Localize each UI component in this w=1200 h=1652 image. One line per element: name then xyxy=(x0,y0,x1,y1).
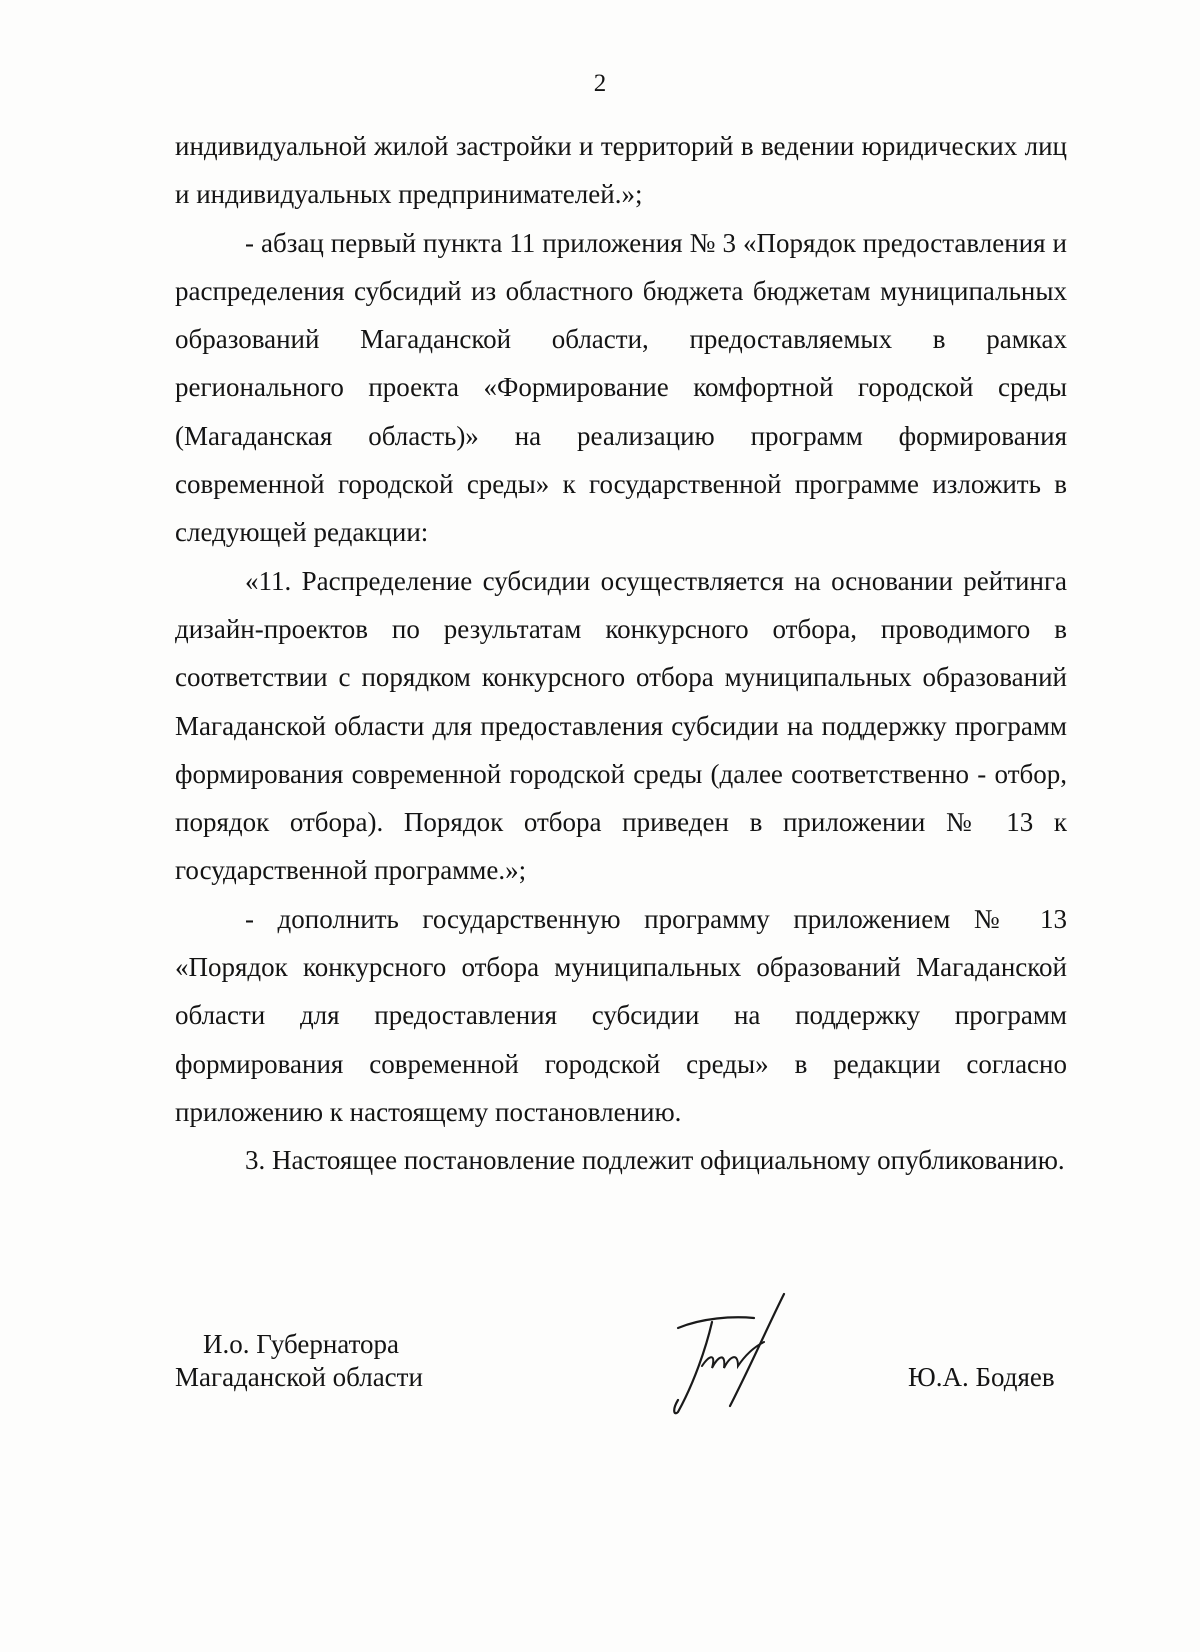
signatory-name: Ю.А. Бодяев xyxy=(908,1362,1055,1392)
signatory-title-line-1: И.о. Губернатора xyxy=(203,1329,400,1359)
signatory-title-line-2: Магаданской области xyxy=(175,1362,423,1392)
handwritten-signature xyxy=(672,1288,812,1418)
document-body xyxy=(175,122,1067,1185)
paragraph-1: индивидуальной жилой застройки и территорий в ведении юридических лиц и индивидуальных предпринимателей.»; xyxy=(175,131,1067,210)
page-number: 2 xyxy=(593,70,607,97)
paragraph-4: - дополнить государственную программу приложением № 13 «Порядок конкурсного отбора муниципальных образований Магаданской области для предоставления субсидии на поддержку программ формирования современной городской среды» в редакции согласно приложению к настоящему постановлению. xyxy=(175,903,1067,1127)
paragraph-3: «11. Распределение субсидии осуществляется на основании рейтинга дизайн-проектов по результатам конкурсного отбора, проводимого в соответствии с порядком конкурсного отбора муниципальных образований Магаданской области для предоставления субсидии на поддержку программ формирования современной городской среды (далее соответственно - отбор, порядок отбора). Порядок отбора приведен в приложении № 13 к государственной программе.»; xyxy=(175,565,1067,886)
signatory-title xyxy=(175,1328,423,1394)
paragraph-2: - абзац первый пункта 11 приложения № 3 «Порядок предоставления и распределения субсидий из областного бюджета бюджетам муниципальных образований Магаданской области, предоставляемых в рамках регионального проекта «Формирование комфортной городской среды (Магаданская область)» на реализацию программ формирования современной городской среды» к государственной программе изложить в следующей редакции: xyxy=(175,227,1067,548)
paragraph-5: 3. Настоящее постановление подлежит официальному опубликованию. xyxy=(245,1145,1065,1176)
